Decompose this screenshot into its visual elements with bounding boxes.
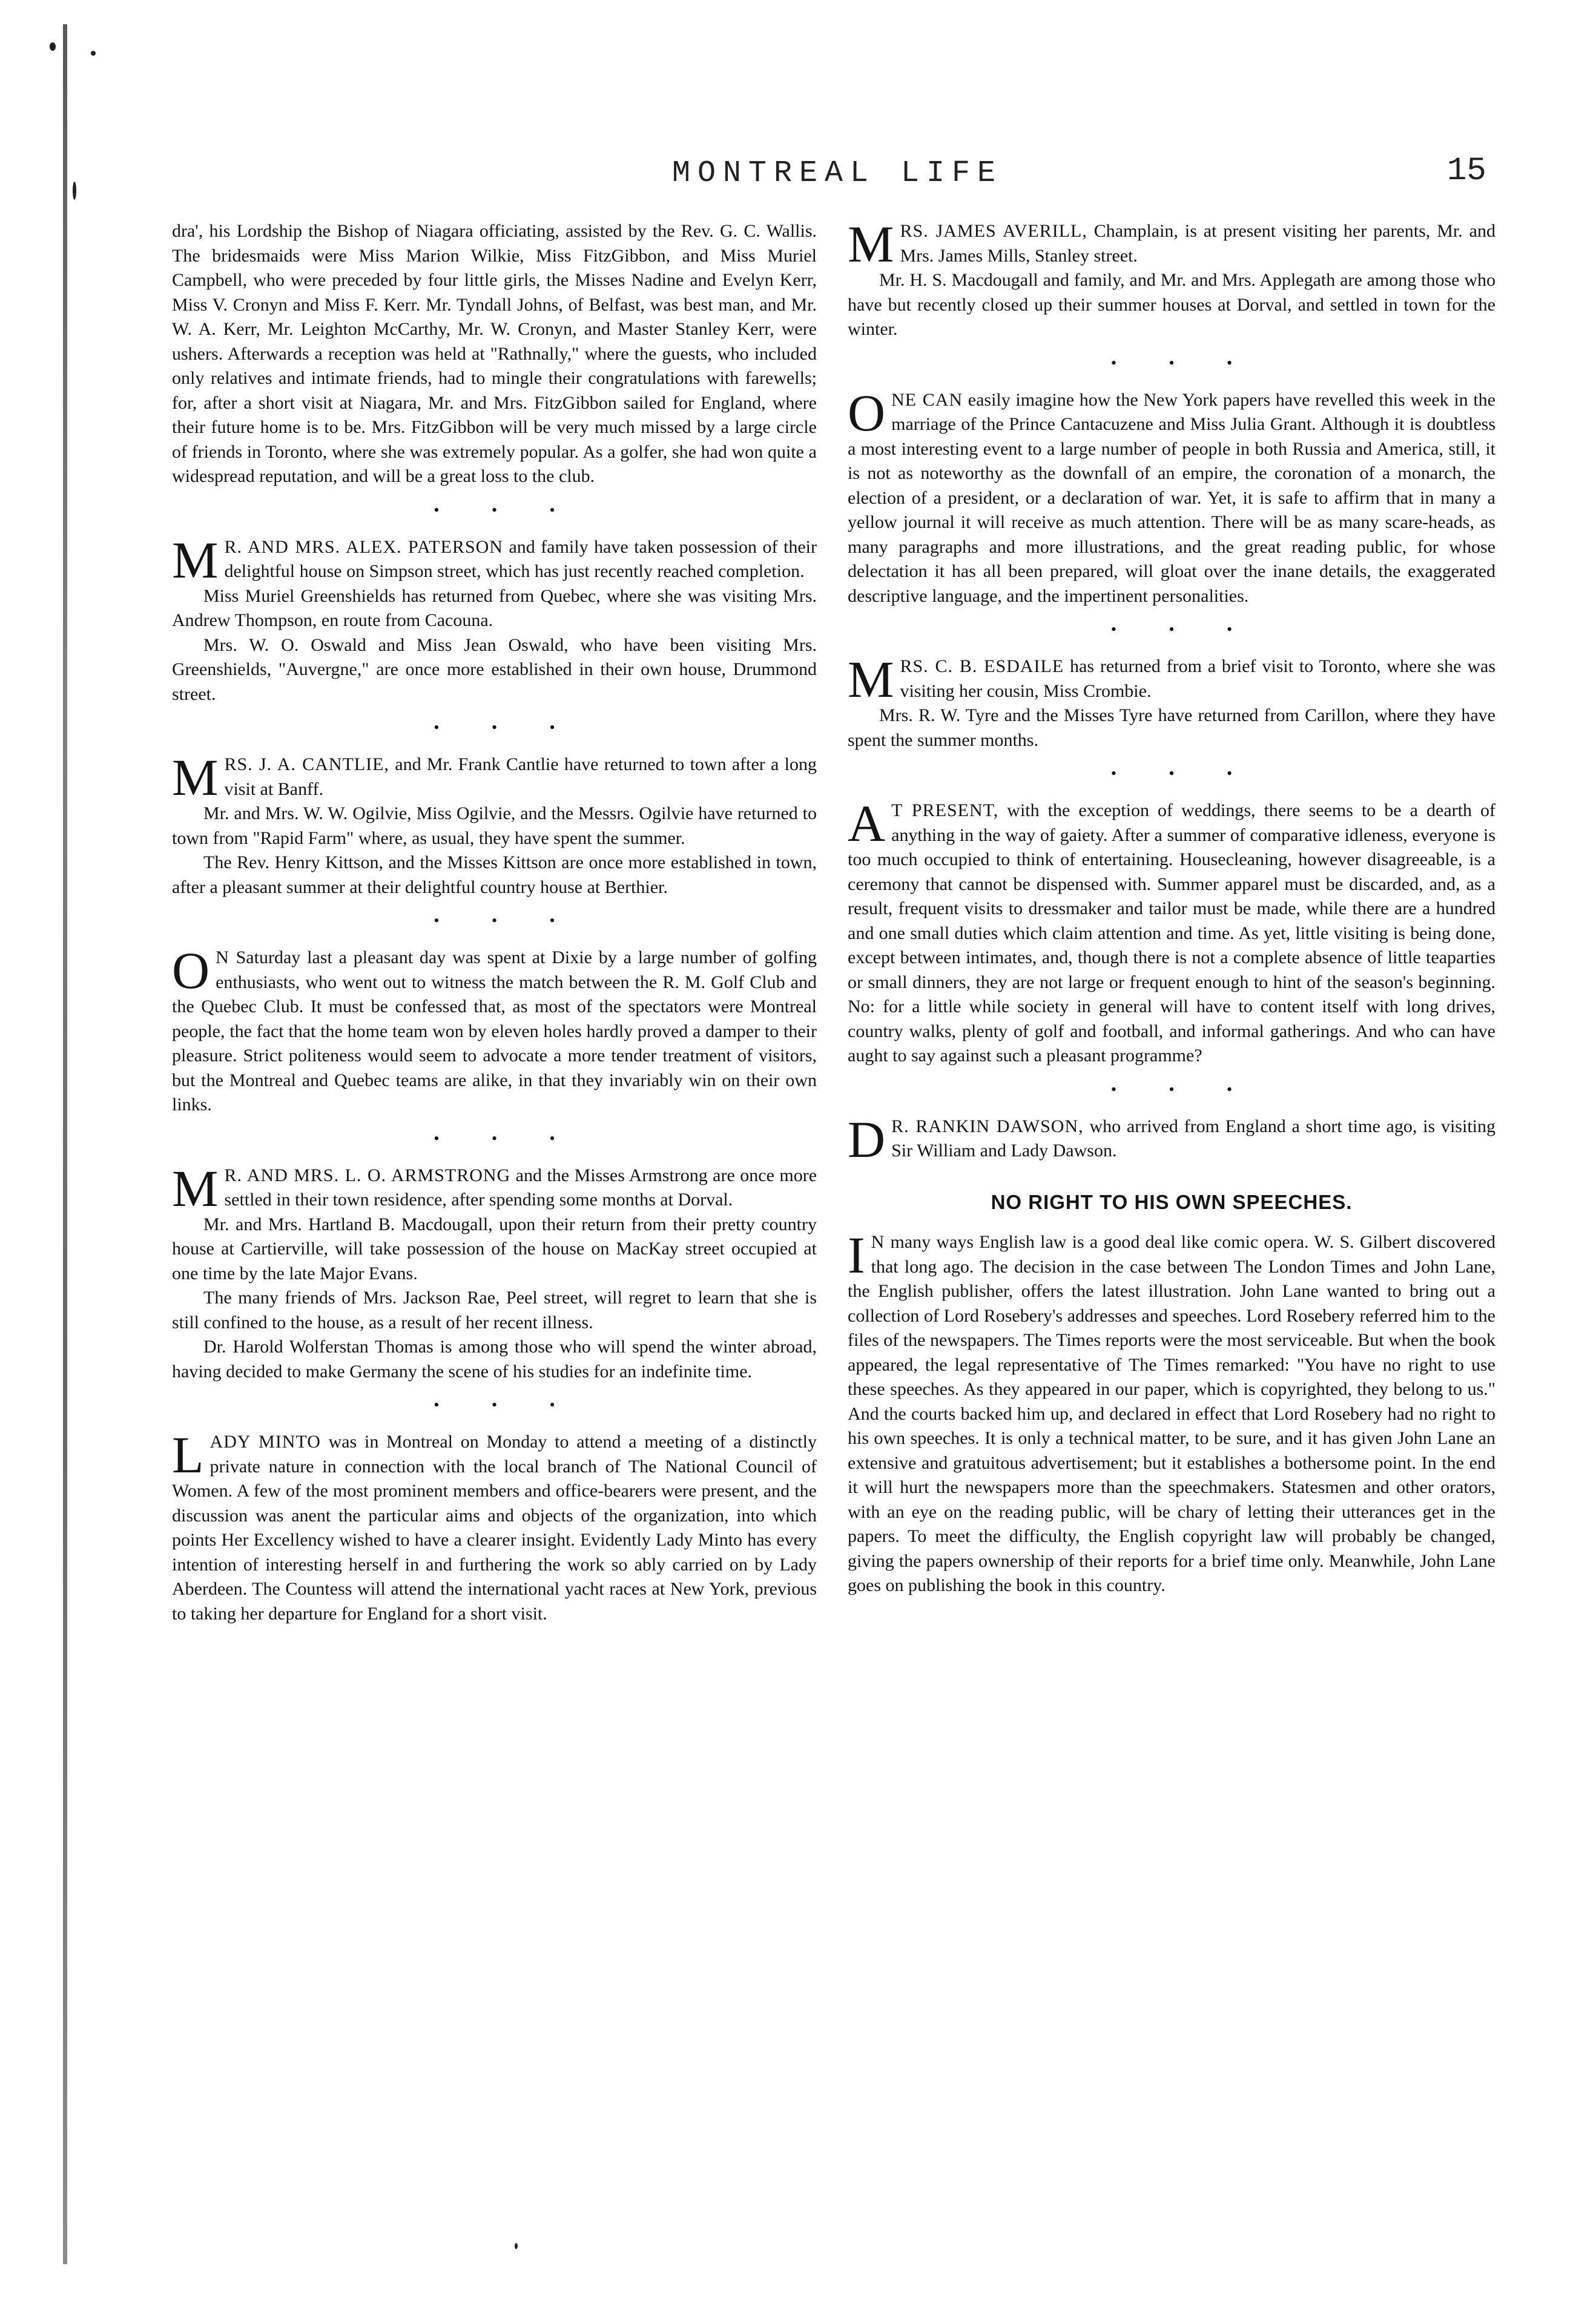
lead-text: easily imagine how the New York papers have revelled this week in the marriage of the Prince Cantacuzene and Miss Julia Grant. Although it is doubtless a most interesting event to a large number of people in both Russia and America, still, it is not as noteworthy as the downfall of an empire, the coronation of a monarch, the election of a president, or a declaration of war. Yet, it is safe to affirm that in many a yellow journal it will receive as much attention. There will be as many scare-heads, as many paragraphs and more illustrations, and the great reading public, for whose delectation it has all been prepared, will gloat over the inane details, the exaggerated descriptive language, and the impertinent personalities. xyxy=(848,389,1495,606)
lead-text: has returned from a brief visit to Toronto, where she was visiting her cousin, Miss Crombie. xyxy=(900,656,1495,701)
drop-cap: M xyxy=(172,1159,219,1217)
lead-in: R. RANKIN DAWSON, xyxy=(891,1116,1084,1136)
lead-text: Saturday last a pleasant day was spent at Dixie by a large number of golfing enthusiasts, who went out to witness the match between the R. M. Golf Club and the Quebec Club. It must be confessed that, as most of the spectators were Montreal people, the fact that the home team won by eleven holes hardly proved a damper to their pleasure. Strict politeness would seem to advocate a more tender treatment of visitors, but the Montreal and Quebec teams are alike, in that they invariably win on their own links. xyxy=(172,947,817,1115)
item-paragraph: Mr. and Mrs. W. W. Ogilvie, Miss Ogilvie, and the Messrs. Ogilvie have returned to town from "Rapid Farm" where, as usual, they have spent the summer. xyxy=(172,803,817,848)
lead-text: and Mr. Frank Cantlie have returned to town after a long visit at Banff. xyxy=(224,754,817,799)
scan-speck xyxy=(515,2243,518,2249)
lead-text: and family have taken possession of their delightful house on Simpson street, which has just recently reached completion. xyxy=(224,536,817,581)
item-lead-paragraph xyxy=(172,1426,817,1626)
binding-edge xyxy=(63,24,67,2264)
right-column xyxy=(848,215,1496,1598)
drop-cap: A xyxy=(848,794,886,852)
item-lead-paragraph xyxy=(172,748,817,806)
item-lead-paragraph xyxy=(848,383,1495,609)
drop-cap: L xyxy=(172,1426,204,1484)
item-paragraph: dra', his Lordship the Bishop of Niagara officiating, assisted by the Rev. G. C. Wallis. The bridesmaids were Miss Marion Wilkie, Miss FitzGibbon, and Miss Muriel Campbell, who were preceded by four little girls, the Misses Nadine and Evelyn Kerr, Miss V. Cronyn and Miss F. Kerr. Mr. Tyndall Johns, of Belfast, was best man, and Mr. W. A. Kerr, Mr. Leighton McCarthy, Mr. W. Cronyn, and Master Stanley Kerr, were ushers. Afterwards a reception was held at "Rathnally," where the guests, who included only relatives and intimate friends, had to mingle their congratulations with farewells; for, after a short visit at Niagara, Mr. and Mrs. FitzGibbon sailed for England, where their future home is to be. Mrs. FitzGibbon will be very much missed by a large circle of friends in Toronto, where she was extremely popular. As a golfer, she had won quite a widespread reputation, and will be a great loss to the club. xyxy=(172,221,817,486)
item-paragraph: The Rev. Henry Kittson, and the Misses Kittson are once more established in town, after a pleasant summer at their delightful country house at Berthier. xyxy=(172,852,817,897)
scan-speck xyxy=(91,51,96,56)
item-lead-paragraph xyxy=(848,794,1496,1069)
scan-speck xyxy=(73,182,76,200)
lead-in: ADY MINTO xyxy=(209,1432,321,1452)
drop-cap: M xyxy=(848,650,894,708)
drop-cap: M xyxy=(848,215,894,273)
item-lead-paragraph xyxy=(848,215,1495,273)
item-paragraph: Mr. and Mrs. Hartland B. Macdougall, upon their return from their pretty country house at Cartierville, will take possession of the house on MacKay street occupied at one time by the late Major Evans. xyxy=(172,1214,817,1283)
lead-in: N xyxy=(871,1232,885,1252)
item-lead-paragraph xyxy=(172,1159,817,1217)
drop-cap: M xyxy=(172,530,219,589)
item-separator: • • • xyxy=(434,1396,579,1414)
lead-in: RS. JAMES AVERILL, xyxy=(900,221,1087,241)
drop-cap: M xyxy=(172,748,219,806)
article-body xyxy=(848,1226,1495,1598)
lead-text: Champlain, is at present visiting her parents, Mr. and Mrs. James Mills, Stanley street. xyxy=(900,221,1495,266)
item-separator: • • • xyxy=(434,501,579,519)
lead-text: with the exception of weddings, there seems to be a dearth of anything in the way of gaiety. After a summer of comparative idleness, everyone is too much occupied to think of entertaining. Housecleaning, however disagreeable, is a ceremony that cannot be dispensed with. Summer apparel must be discarded, and, as a result, frequent visits to dressmaker and tailor must be made, while there are a hundred and one small duties which claim attention and time. As yet, little visiting is being done, except between intimates, and, though there is not a complete absence of little teaparties or small dinners, they are not large or frequent enough to hint of the season's beginning. No: for a little while society in general will have to content itself with long drives, country walks, plenty of golf and football, and informal gatherings. And who can have aught to say against such a pleasant programme? xyxy=(848,800,1496,1066)
item-separator: • • • xyxy=(1110,621,1257,638)
article-text: many ways English law is a good deal like comic opera. W. S. Gilbert discovered that long ago. The decision in the case between The London Times and John Lane, the English publisher, offers the latest illustration. John Lane wanted to bring out a collection of Lord Rosebery's addresses and speeches. Lord Rosebery referred him to the files of the newspapers. The Times reports were the most serviceable. But when the book appeared, the legal representative of The Times remarked: "You have no right to use these speeches. As they appeared in our paper, which is copyrighted, they belong to us." And the courts backed him up, and declared in effect that Lord Rosebery had no right to his own speeches. It is only a technical matter, to be sure, and it has given John Lane an extensive and gratuitous advertisement; but it establishes a bothersome point. In the end it will hurt the newspapers more than the speechmakers. Statesmen and other orators, with an eye on the reading public, will be chary of letting their utterances get in the papers. To meet the difficulty, the English copyright law will probably be changed, giving the papers ownership of their reports for a brief time only. Meanwhile, John Lane goes on publishing the book in this country. xyxy=(848,1232,1495,1595)
lead-text: was in Montreal on Monday to attend a meeting of a distinctly private nature in connection with the local branch of The National Council of Women. A few of the most prominent members and office-bearers were present, and the discussion was anent the particular aims and objects of the organization, into which points Her Excellency wished to have a clearer insight. Evidently Lady Minto has every intention of interesting herself in and furthering the work so ably carried on by Lady Aberdeen. The Countess will attend the international yacht races at New York, previous to taking her departure for England for a short visit. xyxy=(172,1432,817,1624)
item-separator: • • • xyxy=(1110,1080,1257,1098)
item-lead-paragraph xyxy=(848,1110,1495,1168)
drop-cap: I xyxy=(848,1226,865,1284)
item-separator: • • • xyxy=(434,1129,579,1147)
lead-in: RS. J. A. CANTLIE, xyxy=(224,754,389,774)
lead-in: R. AND MRS. ALEX. PATERSON xyxy=(224,536,503,557)
item-paragraph: Dr. Harold Wolferstan Thomas is among those who will spend the winter abroad, having decided to make Germany the scene of his studies for an indefinite time. xyxy=(172,1337,817,1382)
page-number: 15 xyxy=(1447,153,1486,189)
lead-in: R. AND MRS. L. O. ARMSTRONG xyxy=(224,1165,511,1185)
item-lead-paragraph xyxy=(172,530,817,589)
lead-text: and the Misses Armstrong are once more settled in their town residence, after spending some months at Dorval. xyxy=(224,1165,817,1210)
item-separator: • • • xyxy=(1110,765,1257,782)
drop-cap: D xyxy=(848,1110,886,1168)
item-separator: • • • xyxy=(1110,354,1257,372)
drop-cap: O xyxy=(848,383,886,442)
lead-in: N xyxy=(216,947,229,967)
item-lead-paragraph xyxy=(172,941,817,1118)
drop-cap: O xyxy=(172,941,210,1000)
lead-in: T PRESENT, xyxy=(891,800,999,820)
left-column xyxy=(172,219,817,1626)
item-separator: • • • xyxy=(434,912,579,929)
item-paragraph: Mr. H. S. Macdougall and family, and Mr. and Mrs. Applegath are among those who have but recently closed up their summer houses at Dorval, and settled in town for the winter. xyxy=(848,270,1495,339)
item-paragraph: Mrs. R. W. Tyre and the Misses Tyre have returned from Carillon, where they have spent the summer months. xyxy=(848,705,1495,750)
item-paragraph: Mrs. W. O. Oswald and Miss Jean Oswald, who have been visiting Mrs. Greenshields, "Auvergne," are once more established in their own house, Drummond street. xyxy=(172,634,817,704)
article-headline: NO RIGHT TO HIS OWN SPEECHES. xyxy=(991,1190,1353,1213)
scan-speck xyxy=(50,42,56,51)
item-separator: • • • xyxy=(434,719,579,736)
item-paragraph: Miss Muriel Greenshields has returned from Quebec, where she was visiting Mrs. Andrew Thompson, en route from Cacouna. xyxy=(172,585,817,630)
lead-in: NE CAN xyxy=(891,389,963,410)
item-paragraph: The many friends of Mrs. Jackson Rae, Peel street, will regret to learn that she is still confined to the house, as a result of her recent illness. xyxy=(172,1288,817,1332)
item-lead-paragraph xyxy=(848,650,1495,708)
running-title: MONTREAL LIFE xyxy=(672,156,1003,191)
lead-text: who arrived from England a short time ago, is visiting Sir William and Lady Dawson. xyxy=(891,1116,1495,1161)
lead-in: RS. C. B. ESDAILE xyxy=(900,656,1064,676)
